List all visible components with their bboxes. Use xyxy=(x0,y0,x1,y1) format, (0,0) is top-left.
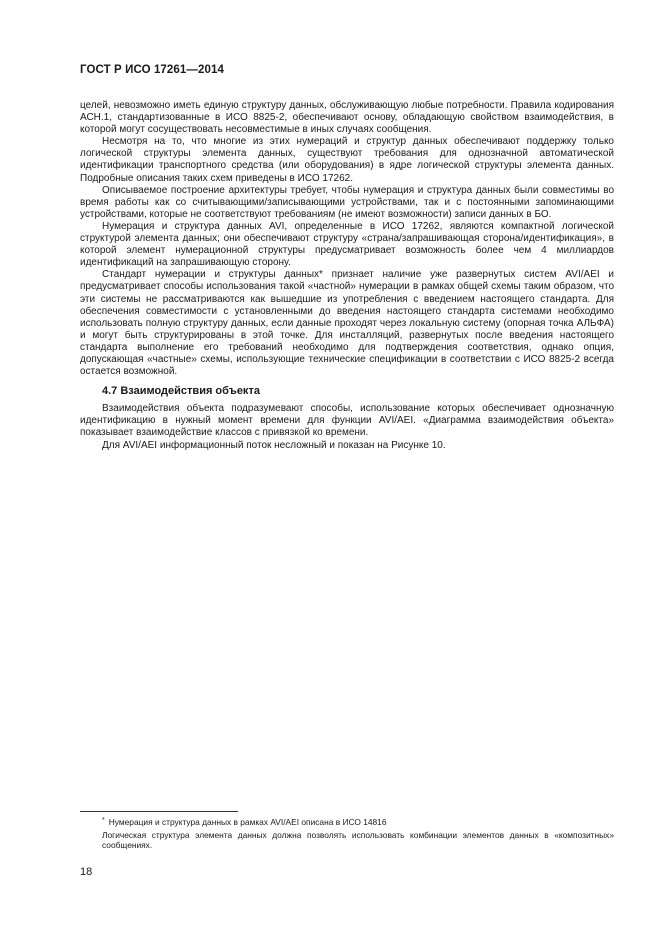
body-text xyxy=(80,100,614,452)
section-paragraph-1: Взаимодействия объекта подразумевают способы, использование которых обеспечивает однозначную идентификацию в нужный момент времени для функции AVI/AEI. «Диаграмма взаимодействия объекта» показывает взаимодействие классов с привязкой ко времени. xyxy=(80,403,614,439)
page-number: 18 xyxy=(80,866,93,878)
paragraph-1: целей, невозможно иметь единую структуру данных, обслуживающую любые потребности. Правила кодирования АСН.1, стандартизованные в ИСО 8825-2, обеспечивают основу, обладающую свойством взаимодействия, в которой могут сосуществовать несовместимые в иных случаях сообщения. xyxy=(80,100,614,136)
footnote-divider xyxy=(80,811,238,812)
footnote-2-text: Логическая структура элемента данных должна позволять использовать комбинации элементов данных в «композитных» сообщениях. xyxy=(102,829,614,850)
paragraph-5: Стандарт нумерации и структуры данных* признает наличие уже развернутых систем AVI/AEI и предусматривает способы использования такой «частной» нумерации в рамках общей схемы таким образом, что эти системы не рассматриваются как вышедшие из употребления с введением настоящего стандарта. Для обеспечения совместимости с установленными до введения настоящего стандарта системами необходимо использовать полную структуру данных, если данные проходят через локальную систему (опорная точка АЛЬФА) и могут быть структурированы в этой точке. Для инсталляций, развернутых после введения настоящего стандарта выполнение его требований необходимо для подтверждения соответствия, однако опция, допускающая «частные» схемы, использующие технические спецификации в соответствии с ИСО 8825-2 всегда остается возможной. xyxy=(80,269,614,378)
section-paragraph-2: Для AVI/AEI информационный поток несложный и показан на Рисунке 10. xyxy=(102,439,446,451)
footnotes xyxy=(80,817,614,851)
footnote-1-text: Нумерация и структура данных в рамках AVI/AEI описана в ИСО 14816 xyxy=(108,817,387,827)
paragraph-2: Несмотря на то, что многие из этих нумераций и структур данных обеспечивают поддержку только логической структуры элемента данных, существуют требования для однозначной автоматической идентификации транспортного средства (или оборудования) в ядре логической структуры элемента данных. Подробные описания таких схем приведены в ИСО 17262. xyxy=(80,136,614,184)
section-title: 4.7 Взаимодействия объекта xyxy=(102,385,260,398)
document-header: ГОСТ Р ИСО 17261—2014 xyxy=(80,64,225,76)
footnote-marker: * xyxy=(102,817,105,824)
footnote-2 xyxy=(80,830,614,851)
paragraph-4: Нумерация и структура данных AVI, определенные в ИСО 17262, являются компактной логической структурой элемента данных; они обеспечивают структуру «страна/запрашивающая сторона/идентификация», в которой элемент нумерационной структуры предусматривает возможность более чем 4 миллиардов идентификаций на запрашивающую сторону. xyxy=(80,220,614,269)
paragraph-3: Описываемое построение архитектуры требует, чтобы нумерация и структура данных были совместимы во время работы как со считывающими/записывающими устройствами, так и с постоянными запоминающими устройствами, которые не соответствуют требованиям (не имеют возможности) записи данных в БО. xyxy=(80,184,614,220)
footnote-1 xyxy=(80,817,614,830)
